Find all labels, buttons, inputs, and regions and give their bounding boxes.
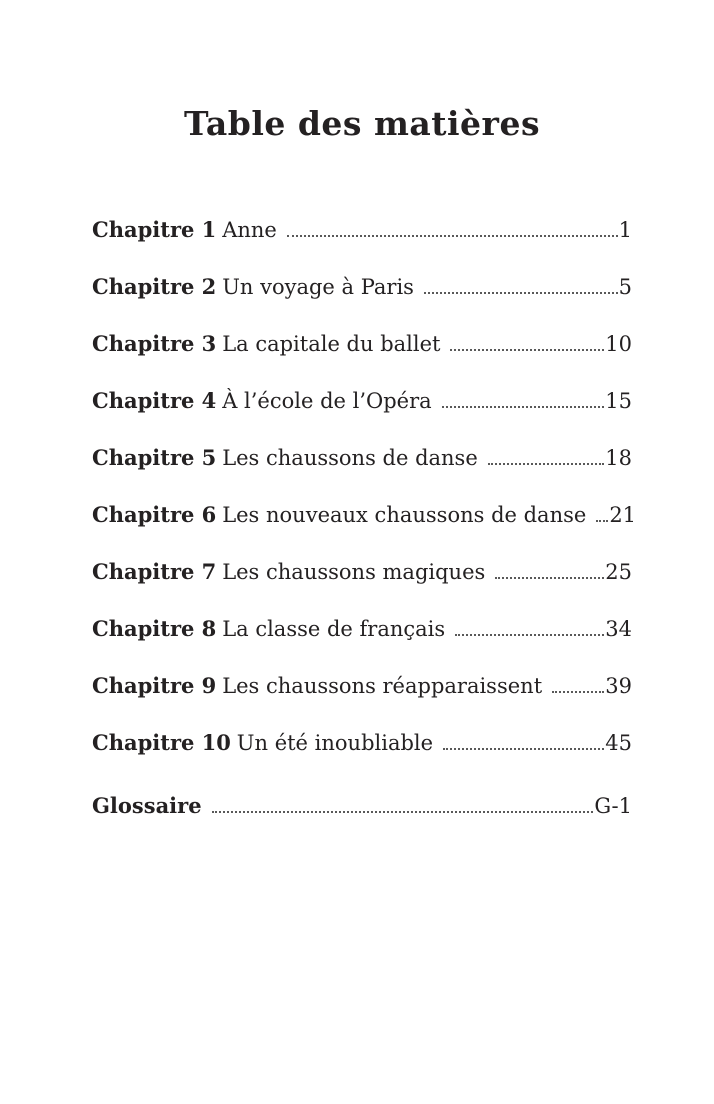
page-number: 10 [605,332,632,356]
chapter-title: La capitale du ballet [222,332,441,356]
chapter-label: Chapitre 8 [92,616,217,641]
toc-entry [92,558,632,586]
toc-entry [92,387,632,415]
dot-leader [442,406,605,408]
glossary-label: Glossaire [92,793,202,818]
toc-entry [92,729,632,757]
toc-entry [92,216,632,244]
chapter-title: À l’école de l’Opéra [222,389,432,413]
page-number: G-1 [594,794,632,818]
chapter-label: Chapitre 7 [92,559,217,584]
dot-leader [212,811,594,813]
chapter-title: Un été inoubliable [236,731,434,755]
toc-entry [92,501,637,529]
chapter-title: Un voyage à Paris [222,275,414,299]
toc-page [0,104,714,1104]
dot-leader [443,748,604,750]
chapter-title: Les chaussons magiques [222,560,486,584]
page-number: 39 [605,674,632,698]
page-number: 5 [618,275,632,299]
toc-entry [92,273,632,301]
dot-leader [596,520,608,522]
page-number: 18 [605,446,632,470]
chapter-label: Chapitre 5 [92,445,217,470]
dot-leader [450,349,604,351]
page-number: 21 [609,503,637,527]
chapter-title: Anne [222,218,277,242]
page-number: 34 [605,617,632,641]
chapter-title: Les chaussons réapparaissent [222,674,543,698]
page-number: 45 [605,731,632,755]
dot-leader [424,292,618,294]
chapter-label: Chapitre 9 [92,673,217,698]
chapter-label: Chapitre 1 [92,217,217,242]
toc-entry [92,672,632,700]
chapter-label: Chapitre 10 [92,730,231,755]
dot-leader [552,691,604,693]
toc-entry [92,330,632,358]
chapter-label: Chapitre 2 [92,274,217,299]
chapter-title: Les nouveaux chaussons de danse [222,503,587,527]
dot-leader [455,634,604,636]
chapter-label: Chapitre 4 [92,388,217,413]
page-number: 1 [618,218,632,242]
page-number: 25 [605,560,632,584]
chapter-title: La classe de français [222,617,446,641]
table-of-contents [92,216,637,820]
chapter-title: Les chaussons de danse [222,446,478,470]
chapter-label: Chapitre 3 [92,331,217,356]
toc-entry-glossary [92,792,632,820]
dot-leader [488,463,605,465]
page-number: 15 [605,389,632,413]
toc-entry [92,444,632,472]
page-title: Table des matières [183,104,541,143]
chapter-label: Chapitre 6 [92,502,217,527]
dot-leader [287,235,618,237]
dot-leader [495,577,604,579]
toc-entry [92,615,632,643]
